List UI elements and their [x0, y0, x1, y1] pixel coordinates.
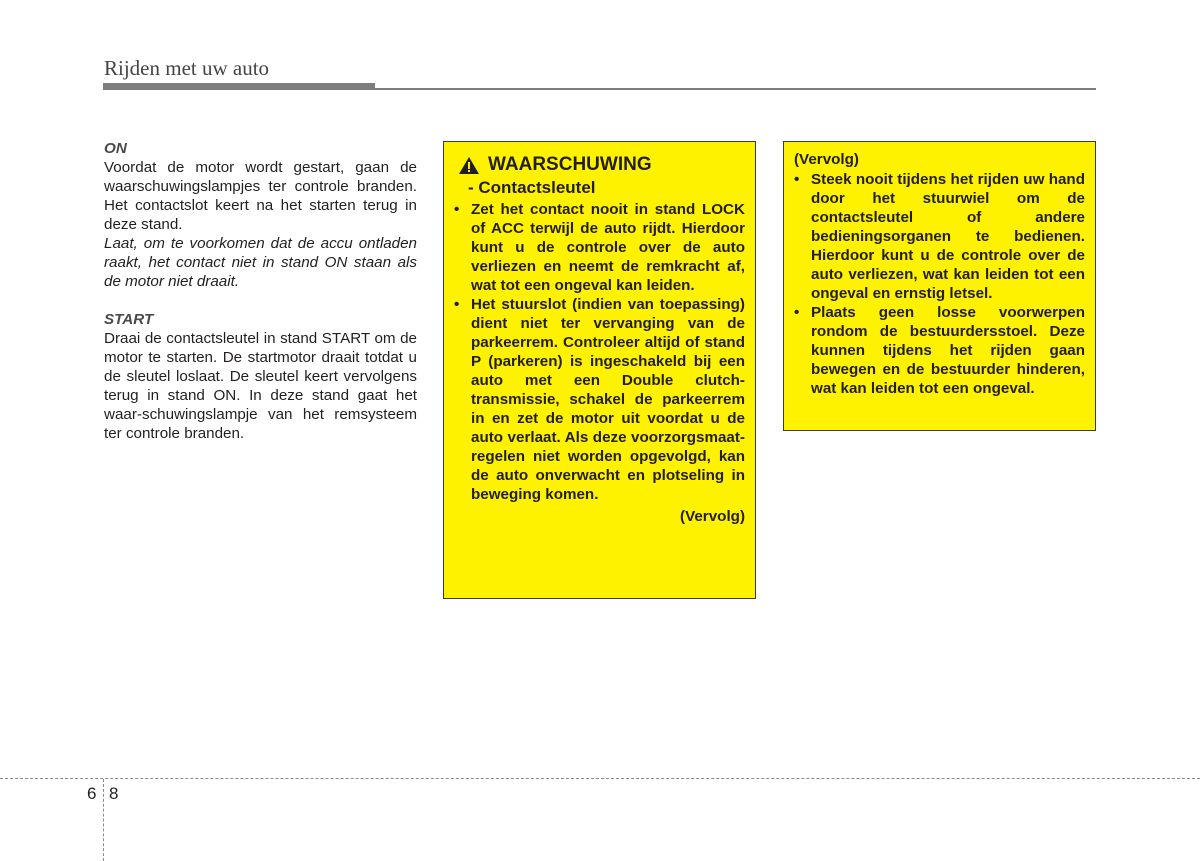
warning-title: WAARSCHUWING [488, 154, 652, 175]
on-heading: ON [104, 140, 127, 157]
left-column [104, 139, 417, 443]
list-item: • Plaats geen losse voorwerpen rondom de bestuurdersstoel. Deze kunnen tijdens het rijden gaan bewegen en de bestuurder hinderen, wat kan leiden tot een ongeval. [794, 303, 1085, 398]
continued-label: (Vervolg) [680, 508, 745, 525]
warning-list [454, 200, 745, 504]
header-bar [103, 83, 375, 90]
list-item: • Zet het contact nooit in stand LOCK of ACC terwijl de auto rijdt. Hierdoor kunt u de controle over de auto verliezen en neemt de remkracht af, wat tot een ongeval kan leiden. [454, 200, 745, 295]
continued-heading: (Vervolg) [794, 151, 859, 168]
list-item: • Het stuurslot (indien van toepassing) dient niet ter vervanging van de parkeerrem. Controleer altijd of stand P (parkeren) is ingeschakeld bij een auto met een Double clutch-transmissie, schakel de parkeerrem in en zet de motor uit voordat u de auto verlaat. Als deze voorzorgsmaat-regelen niet worden opgevolgd, kan de auto onverwacht en plotseling in beweging komen. [454, 295, 745, 504]
list-item: • Steek nooit tijdens het rijden uw hand door het stuurwiel om de contactsleutel of andere bedieningsorganen te bedienen. Hierdoor kunt u de controle over de auto verliezen, wat kan leiden tot een ongeval en ernstig letsel. [794, 170, 1085, 303]
on-text: Voordat de motor wordt gestart, gaan de waarschuwingslampjes ter controle branden. Het contactslot keert na het starten terug in deze stand. [104, 159, 417, 233]
chapter-number: 6 [87, 784, 97, 803]
header-title: Rijden met uw auto [104, 56, 270, 80]
start-heading: START [104, 311, 154, 328]
footer-rule [0, 778, 1200, 779]
page-number: 8 [109, 784, 119, 803]
warning-triangle-icon [458, 156, 480, 175]
header-rule [375, 88, 1096, 90]
warning-box-continued [783, 141, 1096, 431]
on-note: Laat, om te voorkomen dat de accu ontladen raakt, het contact niet in stand ON staan als de motor niet draait. [104, 235, 417, 290]
footer-divider [103, 779, 104, 861]
warning-title-row [454, 153, 745, 177]
warning-box-contactsleutel [443, 141, 756, 599]
warning-list-continued [794, 170, 1085, 398]
warning-subtitle: - Contactsleutel [468, 178, 596, 197]
start-text: Draai de contactsleutel in stand START om de motor te starten. De startmotor draait totdat u de sleutel loslaat. De sleutel keert vervolgens terug in stand ON. In deze stand gaat het waar-schuwingslampje van het remsysteem ter controle branden. [104, 330, 417, 442]
